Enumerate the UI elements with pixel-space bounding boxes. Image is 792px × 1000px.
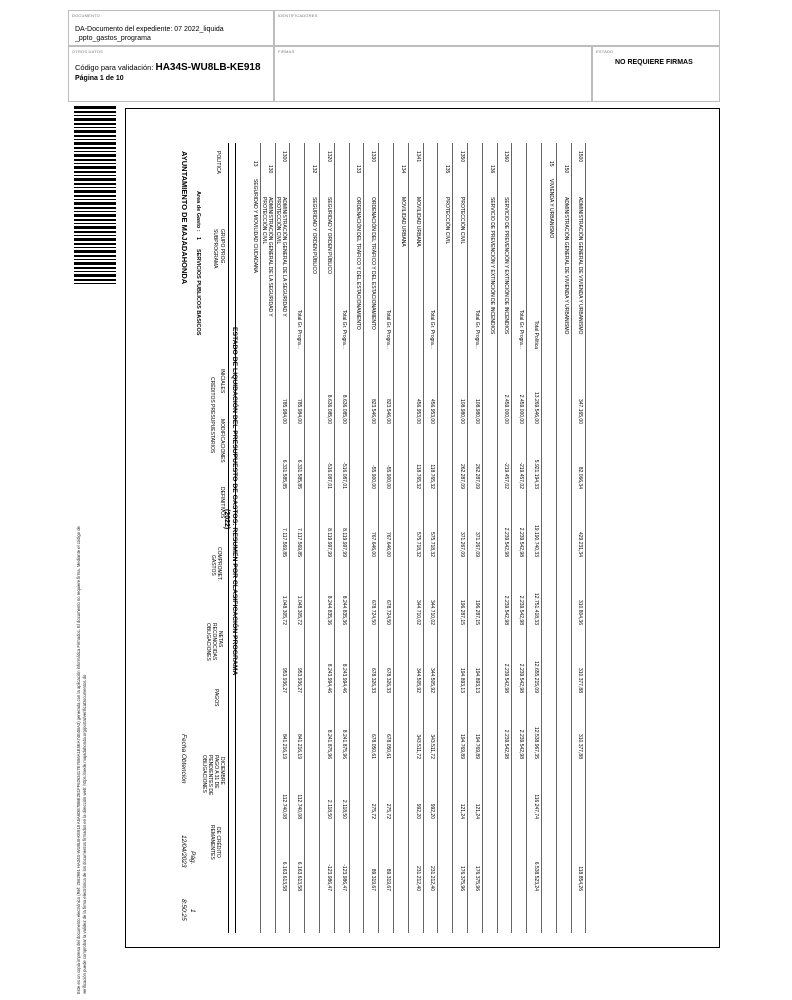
row-value: 6.163.613,58	[296, 861, 303, 891]
row-value: 118.854,26	[577, 866, 584, 891]
row-rule	[497, 143, 498, 933]
row-value: 343.511,72	[414, 734, 421, 759]
row-value: 194.893,13	[473, 667, 480, 693]
row-value: 82.066,34	[577, 466, 584, 489]
row-value: 231.212,40	[429, 865, 436, 891]
row-value: 176.375,96	[459, 865, 465, 891]
barcode-bar	[74, 166, 116, 169]
firmas-box	[274, 46, 592, 102]
row-value: -516.087,01	[325, 462, 332, 489]
fecha-obtencion-label: Fecha Obtención	[180, 734, 187, 784]
col-creditos: CRÉDITOS PRESUPUESTARIOS	[209, 377, 215, 454]
row-rule	[452, 143, 453, 933]
row-code: 1330	[370, 151, 377, 163]
row-value: 575.718,32	[414, 531, 421, 557]
row-value: 275,72	[370, 803, 377, 819]
barcode-bar	[74, 127, 116, 128]
row-code: 134	[399, 165, 406, 174]
col-modificaciones: MODIFICACIONES	[219, 419, 225, 463]
row-code: 1360	[503, 151, 510, 163]
org-name: AYUNTAMIENTO DE MAJADAHONDA	[180, 151, 189, 285]
row-value: 121,24	[459, 803, 465, 819]
barcode-bar	[74, 175, 116, 176]
row-value: 678.326,33	[370, 667, 377, 693]
table-rule	[228, 143, 229, 933]
row-code: 1341	[414, 151, 421, 163]
row-value: 344.505,92	[414, 667, 421, 693]
row-value: 118.765,32	[414, 464, 421, 489]
row-rule	[571, 143, 572, 933]
row-label: SEGURIDAD Y ORDEN PÚBLICO	[311, 197, 317, 275]
row-value: 1.048.305,72	[296, 595, 303, 625]
row-value: -55.900,00	[385, 465, 391, 489]
row-value: -123.986,47	[325, 864, 332, 891]
row-code: 1300	[281, 151, 288, 163]
identificadores-box	[274, 10, 720, 46]
barcode-bar	[74, 115, 116, 116]
col-gastos: GASTOS	[210, 555, 216, 576]
row-value: 275,72	[385, 803, 391, 819]
row-value: 456.953,00	[429, 398, 436, 424]
row-value: 456.953,00	[414, 398, 421, 424]
pagina-indicator: Página 1 de 10	[75, 75, 124, 82]
row-value: 310.377,88	[577, 733, 584, 759]
row-value: 89.319,67	[385, 868, 391, 891]
row-label: MOVILIDAD URBANA	[399, 197, 406, 247]
documento-box	[68, 10, 274, 46]
row-rule	[378, 143, 379, 933]
row-value: 2.239.542,98	[518, 527, 525, 557]
row-label: VIVIENDA Y URBANISMO	[547, 179, 554, 239]
pagina-value: 1	[189, 909, 196, 913]
row-rule	[541, 143, 542, 933]
row-code: 133	[355, 165, 362, 174]
row-value: 6.331.585,85	[281, 459, 288, 489]
row-rule	[334, 143, 335, 933]
row-label: ADMINISTRACIÓN GENERAL DE VIVIENDA Y URBANISMO	[577, 197, 584, 335]
row-label: ORDENACIÓN DEL TRÁFICO Y DEL ESTACIONAMIENTO	[355, 197, 362, 330]
row-value: 116.247,74	[533, 794, 539, 819]
barcode-bar	[74, 135, 116, 137]
row-rule	[423, 143, 424, 933]
verification-line-1: Este es un copia impresa del documento electrónico (Ref: 2562991 HA34S-WU8LB-KE918 A5A6DE7BBE2E1FF6263417E7656A1E5EA74E4BA3) generada con la aplicación informática Firmadoc. El documento no requiere firma. Mediante el código de	[76, 526, 81, 994]
row-value: 6.331.585,85	[296, 459, 303, 489]
row-rule	[289, 143, 290, 933]
row-value: 344.505,92	[429, 667, 436, 693]
col-remanentes-1: REMANENTES	[209, 825, 215, 860]
row-total-label: Total Gr. Progra...	[385, 309, 391, 349]
row-value: 371.267,09	[459, 531, 465, 557]
row-value: 5.921.194,33	[533, 459, 539, 489]
row-value: 678.326,33	[385, 667, 391, 693]
verification-line-2: verificación puede comprobar la validez de la firma electrónica de los documentos firmados en la dirección web: https://sede.majadahonda.org/portal/verificaDocumentos.do	[82, 674, 87, 994]
row-rule	[393, 143, 394, 933]
row-label: ADMINISTRACIÓN GENERAL DE LA SEGURIDAD Y PROTECCIÓN CIVIL	[275, 197, 288, 317]
row-label: ADMINISTRACIÓN GENERAL DE VIVIENDA Y URBANISMO	[562, 197, 569, 335]
fecha-obtencion-value: 12/04/2023	[180, 835, 187, 868]
row-code: 132	[311, 165, 317, 174]
row-label: SEGURIDAD Y ORDEN PÚBLICO	[325, 197, 332, 275]
row-code: 130	[266, 165, 273, 174]
col-obligaciones-3: NETAS	[217, 631, 223, 648]
row-value: 7.117.569,85	[281, 528, 288, 557]
row-code: 13	[251, 161, 258, 167]
report-page	[125, 108, 720, 948]
documento-value: DA-Documento del expediente: 07 2022_liquida _ppto_gastos_programa	[75, 26, 224, 42]
row-value: 992,20	[429, 803, 436, 819]
barcode-bar	[74, 190, 116, 193]
row-value: 176.375,96	[473, 865, 480, 891]
row-code: 1500	[577, 151, 584, 163]
row-value: 231.212,40	[414, 865, 421, 891]
row-value: 196.287,15	[459, 599, 465, 625]
row-value: 841.216,19	[296, 733, 303, 759]
col-gastos-comprometidos: COMPROMET.	[216, 547, 222, 581]
barcode-bar	[74, 147, 116, 149]
barcode-bar	[74, 178, 116, 181]
barcode-bar	[74, 163, 116, 164]
col-pendientes-2: PENDIENTES DE	[207, 755, 213, 796]
row-value: 8.244.835,36	[340, 595, 347, 625]
row-value: 767.646,00	[385, 531, 391, 557]
pagina-label: Pág.	[189, 851, 196, 865]
codigo-prefix: Código para validación:	[75, 63, 154, 72]
row-value: 785.984,00	[281, 398, 288, 424]
row-rule	[363, 143, 364, 933]
documento-label: DOCUMENTO	[72, 13, 100, 18]
barcode-bar	[74, 159, 116, 161]
row-value: 89.319,67	[370, 868, 377, 891]
row-value: 196.287,15	[473, 599, 480, 625]
row-rule	[556, 143, 557, 933]
row-value: 194.893,13	[459, 667, 465, 693]
otros-datos-label: OTROS DATOS	[72, 49, 103, 54]
row-rule	[349, 143, 350, 933]
area-gasto-label: Area de Gasto :	[195, 191, 201, 232]
report-rotated-content	[126, 109, 720, 948]
row-value: 2.459.000,00	[518, 394, 525, 424]
row-value: 1.048.305,72	[281, 595, 288, 625]
col-pagos: PAGOS	[213, 689, 219, 707]
row-value: 992,20	[414, 803, 421, 819]
row-value: 112.740,08	[296, 794, 303, 819]
firmas-label: FIRMAS	[278, 49, 295, 54]
row-label: ORDENACIÓN DEL TRÁFICO Y DEL ESTACIONAMIENTO	[370, 197, 377, 330]
row-code: 1320	[325, 151, 332, 163]
row-label: ADMINISTRACIÓN GENERAL DE LA SEGURIDAD Y PROTECCIÓN CIVIL	[260, 197, 273, 317]
row-value: 12.751.418,33	[533, 593, 539, 625]
row-value: 678.724,50	[385, 599, 391, 625]
row-value: 8.119.997,99	[325, 528, 332, 557]
barcode-bar	[74, 111, 116, 113]
row-value: 678.724,50	[370, 599, 377, 625]
row-value: 112.740,08	[281, 794, 288, 819]
area-gasto-number: 1	[195, 237, 201, 241]
row-label: SEGURIDAD Y MOVILIDAD CIUDADANA	[251, 179, 258, 274]
row-value: 344.710,02	[429, 599, 436, 625]
row-total-label: Total Gr. Progra...	[473, 309, 480, 349]
row-value: 108.980,00	[459, 398, 465, 424]
row-value: 7.117.569,85	[296, 528, 303, 557]
row-value: 8.244.835,36	[325, 595, 332, 625]
identificadores-label: IDENTIFICADORES	[278, 13, 318, 18]
row-rule	[437, 143, 438, 933]
col-grupo-prog: GRUPO PROG.	[219, 229, 225, 265]
row-value: 262.287,09	[459, 463, 465, 489]
row-value: 2.118,50	[340, 799, 347, 819]
barcode-bar	[74, 171, 116, 173]
row-label: SERVICIO DE PREVENCIÓN Y EXTINCIÓN DE INCENDIOS	[503, 197, 510, 335]
row-rule	[585, 143, 586, 933]
col-obligaciones-1: OBLIGACIONES	[205, 623, 211, 661]
row-rule	[304, 143, 305, 933]
row-total-label: Total Política	[533, 320, 539, 349]
row-code: 135	[444, 165, 451, 174]
row-value: 2.239.542,98	[518, 595, 525, 625]
row-code: 15	[547, 161, 554, 167]
row-code: 150	[562, 165, 569, 174]
row-label: PROTECCIÓN CIVIL	[459, 197, 465, 245]
row-value: -123.986,47	[340, 864, 347, 891]
row-value: 8.636.085,00	[325, 394, 332, 424]
row-value: -516.087,01	[340, 462, 347, 489]
row-value: 8.241.875,96	[340, 729, 347, 759]
barcode-bar	[74, 106, 116, 109]
col-pendientes-3: PAGO A 31 DE	[213, 755, 219, 789]
hora-obtencion-value: 8:50:25	[180, 899, 187, 921]
row-value: 841.216,19	[281, 733, 288, 759]
row-value: 343.511,72	[429, 734, 436, 759]
row-value: 13.269.546,00	[533, 392, 539, 424]
row-value: 2.459.000,00	[503, 394, 510, 424]
barcode-bar	[74, 154, 116, 157]
row-value: 121,24	[473, 803, 480, 819]
table-rule	[235, 143, 236, 933]
row-rule	[526, 143, 527, 933]
otros-datos-box	[68, 46, 274, 102]
row-value: 8.241.875,96	[325, 729, 332, 759]
row-value: 2.239.542,98	[518, 663, 525, 693]
row-value: 2.239.542,98	[503, 729, 510, 759]
row-label: MOVILIDAD URBANA	[414, 197, 421, 247]
row-value: 823.546,00	[370, 398, 377, 424]
col-obligaciones-2: RECONOCIDAS	[211, 623, 217, 661]
row-value: -219.457,02	[503, 462, 510, 489]
row-value: 767.646,00	[370, 531, 377, 557]
barcode-bar	[74, 118, 116, 121]
row-value: 6.538.523,24	[533, 861, 539, 891]
row-value: 953.936,27	[296, 667, 303, 693]
col-politica: POLITICA	[215, 151, 221, 174]
row-total-label: Total Gr. Progra...	[518, 309, 525, 349]
row-value: 310.804,36	[577, 599, 584, 625]
row-value: -219.457,02	[518, 462, 525, 489]
row-value: 2.239.542,98	[503, 595, 510, 625]
row-value: 2.239.542,98	[503, 527, 510, 557]
row-value: 953.936,27	[281, 667, 288, 693]
barcode-bar	[74, 130, 116, 133]
barcode-bar	[74, 151, 116, 152]
row-value: 194.769,89	[473, 733, 480, 759]
barcode-bar	[74, 183, 116, 185]
estado-label: ESTADO	[596, 49, 614, 54]
row-value: 2.118,50	[325, 799, 332, 819]
row-value: 194.769,89	[459, 733, 465, 759]
barcode-bar	[74, 139, 116, 140]
row-value: 12.538.967,35	[533, 727, 539, 759]
row-rule	[482, 143, 483, 933]
col-pendientes-1: OBLIGACIONES	[201, 755, 207, 793]
row-value: 344.710,02	[414, 599, 421, 625]
row-value: 310.377,88	[577, 667, 584, 693]
row-rule	[467, 143, 468, 933]
row-value: 8.119.997,99	[340, 528, 347, 557]
row-value: 785.984,00	[296, 398, 303, 424]
row-value: 19.190.740,33	[533, 525, 539, 557]
row-total-label: Total Gr. Progra...	[340, 309, 347, 349]
report-title: ESTADO DE LIQUIDACIÓN DEL PRESUPUESTO DE GASTOS: RESUMEN POR CLASIFICACIÓN PROGRAMA	[231, 327, 238, 676]
row-code: 136	[488, 165, 495, 174]
row-value: 823.546,00	[385, 398, 391, 424]
row-rule	[408, 143, 409, 933]
barcode-bar	[74, 142, 116, 145]
row-value: 8.243.994,46	[340, 663, 347, 693]
row-rule	[319, 143, 320, 933]
row-value: 118.765,32	[429, 464, 436, 489]
row-value: 678.050,61	[385, 733, 391, 759]
row-value: 6.163.613,58	[281, 861, 288, 891]
estado-value: NO REQUIERE FIRMAS	[615, 59, 693, 66]
row-value: 678.050,61	[370, 733, 377, 759]
row-value: 108.980,00	[473, 398, 480, 424]
row-total-label: Total Gr. Progra...	[429, 309, 436, 349]
row-value: 262.287,09	[473, 463, 480, 489]
row-label: SERVICIO DE PREVENCIÓN Y EXTINCIÓN DE INCENDIOS	[488, 197, 495, 335]
barcode-bar	[74, 123, 116, 125]
col-iniciales: INICIALES	[219, 369, 225, 394]
col-subprograma: SUBPROGRAMA	[212, 229, 218, 269]
area-gasto-name: SERVICIOS PUBLICOS BASICOS	[195, 249, 201, 336]
row-value: 8.243.994,46	[325, 663, 332, 693]
col-remanentes-2: DE CRÉDITO	[215, 827, 221, 858]
row-value: 347.165,00	[577, 398, 584, 424]
codigo-value: HA34S-WU8LB-KE918	[155, 62, 261, 73]
row-value: 2.239.542,98	[503, 663, 510, 693]
row-rule	[511, 143, 512, 933]
row-value: 575.718,32	[429, 531, 436, 557]
row-value: 371.267,09	[473, 531, 480, 557]
row-code: 1350	[459, 151, 465, 163]
row-value: 8.636.085,00	[340, 394, 347, 424]
codigo-validacion	[75, 63, 275, 72]
row-value: 2.239.542,98	[518, 729, 525, 759]
col-pendientes-4: DICIEMBRE	[219, 757, 225, 785]
barcode-bar	[74, 187, 116, 188]
row-label: PROTECCIÓN CIVIL	[444, 197, 451, 245]
estado-box	[592, 46, 720, 102]
row-value: 429.231,34	[577, 531, 584, 557]
col-definitivos: DEFINITIVOS	[219, 487, 225, 519]
report-year: (2022)	[223, 509, 230, 530]
verification-side-text	[76, 194, 88, 994]
row-value: -55.900,00	[370, 465, 377, 489]
row-total-label: Total Gr. Progra...	[296, 309, 303, 349]
row-value: 12.655.215,09	[533, 661, 539, 693]
